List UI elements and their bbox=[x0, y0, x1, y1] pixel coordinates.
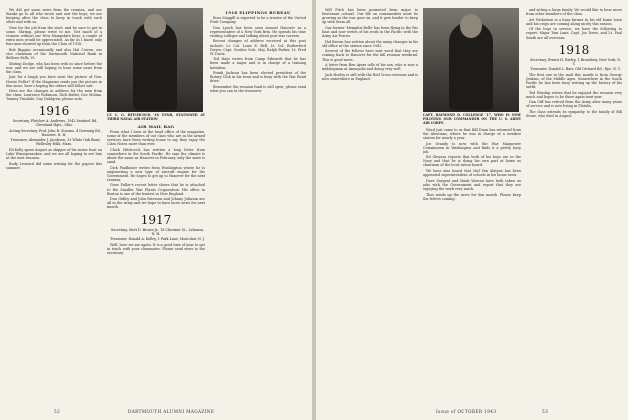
page-number: 52 bbox=[54, 409, 61, 414]
right-page bbox=[316, 0, 628, 420]
issue-date: Issue of OCTOBER 1943 bbox=[436, 409, 497, 414]
text-paragraph: The class extends its sympathy to the family of Bill Stone, who died in August. bbox=[526, 109, 622, 118]
text-paragraph: Don Lynch has been seen around Hanover as a representative of a New York firm. He spends his time visiting colleges and talking about post-war careers. bbox=[210, 25, 306, 38]
class-treasurer: Treasurer, Alexander J. Jacobson, 33 White Oak Road, Wellesley Hills, Mass. bbox=[10, 138, 101, 147]
page-number: 53 bbox=[542, 409, 549, 414]
text-paragraph: Chick Hitchcock has written a long letter from somewhere in the South Pacific. He says the climate is about the same as Hanover in February, only the snow is sand. bbox=[107, 147, 205, 164]
left-column-2 bbox=[107, 8, 205, 404]
text-paragraph: Rudy Leonard did some writing for the papers this summer. bbox=[6, 161, 102, 170]
left-column-1 bbox=[6, 8, 102, 404]
text-paragraph: Art Nickerson is a busy farmer in his old home town and his crops are coming along nicely this season. bbox=[526, 17, 622, 26]
text-paragraph: Word just came to us that Bill Dunn has returned from the Aleutians, where he was in charge of a weather station for nearly a year. bbox=[423, 127, 521, 140]
section-heading: AIR MAIL BAG bbox=[137, 123, 175, 129]
text-paragraph: Dan Giff has retired from the Army after many years of service and is now living in Florida. bbox=[526, 100, 622, 109]
text-paragraph: Ted Winship writes that he enjoyed the reunion very much and hopes to be there again next year. bbox=[526, 90, 622, 99]
right-column-1 bbox=[322, 8, 418, 404]
section-heading: 1918 ELIPPINGS BUREAU bbox=[225, 10, 291, 15]
right-column-3 bbox=[526, 8, 622, 404]
class-treasurer: Treasurer, Donald L. Barr, Old Orchard Rd., Rye, N. Y. bbox=[530, 67, 621, 72]
class-secretary: Secretary, Ernest H. Earley, 1 Broadway, New York, N. Y. bbox=[529, 57, 622, 66]
text-paragraph: Dave Sargent and Hank Warren have both taken on jobs with the Government and report that they are enjoying the work very much. bbox=[423, 178, 521, 191]
photo-caption: LT. C. G. HITCHCOCK '16 USNR, STATIONED AT THIRD NAVAL AIR STATION bbox=[107, 113, 205, 121]
portrait-photo bbox=[107, 8, 203, 112]
left-page bbox=[0, 0, 312, 420]
text-paragraph: and sitting a large family. We would like to hear more from other members of the class. bbox=[526, 8, 622, 17]
photo-head bbox=[144, 14, 166, 38]
text-paragraph: Don Gidley and John Paterson and Johnny Johnson are all in the Army and we hope to have more news for next month. bbox=[107, 197, 205, 210]
text-paragraph: Bob Biggins occasionally and also Hal Cowen, our vice chairman of the Dartmouth National Bank in Bellows Falls, Vt. bbox=[6, 47, 102, 61]
text-paragraph: Ed Gleason reports that both of his boys are in the Navy and that he is doing his own part at home as chairman of the local ration board. bbox=[423, 155, 521, 168]
text-paragraph: Well, here we are again. It is a good time of year to get in touch with your classmates. Please send news to the secretary. bbox=[107, 242, 205, 255]
text-paragraph: Ed Kelly spent August as skipper of his motor boat on Lake Winnipesaukee, and we are all hoping to see him at the next reunion. bbox=[6, 147, 102, 161]
text-paragraph: Just for a laugh you have seen the picture of Gen. Howie Fuller? If the Magazine sends you the picture in this issue, here's hoping the others will follow suit. bbox=[6, 75, 102, 88]
text-paragraph: Recent changes of address received at this post include: Lt. Col. Louis E. Bell, Lt. Col. Rutherford Dwyer, Capt. Gordon Cole, Maj. Ralph Parker, Lt. Fred W. Davis. bbox=[210, 39, 306, 56]
text-paragraph: The first one in the mail this month is from George Jenkins, of the Middle Ages. Somewhere in the South Pacific he has been busy writing up the history of his outfit. bbox=[526, 72, 622, 89]
text-paragraph: From what I hear at the head office of the magazine, some of the members of our class who are in the armed services have been writing home to say they enjoy the Class Notes more than ever. bbox=[107, 129, 205, 147]
text-paragraph: We have also heard that Mal Van Alstyne has been appointed superintendent of schools in his home town. bbox=[423, 169, 521, 178]
text-paragraph: Joe Grandy is now with the War Manpower Commission in Washington and finds it a pretty busy job. bbox=[423, 141, 521, 154]
text-paragraph: Jack Hurley is still with the Red Cross overseas and is now somewhere in England. bbox=[322, 72, 418, 81]
text-paragraph: Shrimp Dodge, who has been with us since before the war, and we are still hoping to hear some news from the class. bbox=[6, 61, 102, 74]
text-paragraph: Hal Brown has written about the many changes in his old office at the station since 1942. bbox=[322, 39, 418, 48]
text-paragraph: Will Fitch has been promoted from major to lieutenant colonel. Our file on commanders must be growing as the war goes on, and it gets harder to keep up with them all. bbox=[322, 8, 418, 25]
text-paragraph: Dick Paulhmier writes from Washington where he is engineering a new type of aircraft engine for the Government. He hopes to get up to Hanover for the next reunion. bbox=[107, 165, 205, 182]
text-paragraph: We did get some news from the reunion, and our thanks go to all who wrote and saw the boys; we are keeping after the class to keep in touch with each other and with us. bbox=[6, 8, 102, 25]
text-paragraph: Now for the job from the start, and be sure to get in some. Shrimp, please write to me. Not much of a reunion without our New Hampshire boys; a couple of extra men would be appreciated. As far as I know, only four men showed up from the Class of 1916. bbox=[6, 25, 102, 47]
text-paragraph: Several of the fellows have sent word that they are coming back to Hanover for the fall reunion weekend. This is good news. bbox=[322, 49, 418, 62]
photo-head bbox=[460, 14, 482, 38]
text-paragraph: Ross Maggill is reported to be a trustee of the United Fruit Company. bbox=[210, 16, 306, 25]
magazine-title: DARTMOUTH ALUMNI MAGAZINE bbox=[128, 409, 215, 414]
photo-caption: CAPT. RAYMOND D. COLLEDGE '17, WHO IS NOW PILOTING OUR COMMANDER ON THE U. S. ARMY AIR CORPS bbox=[423, 113, 521, 125]
portrait-photo bbox=[423, 8, 519, 112]
class-year-heading-1917: 1917 bbox=[140, 212, 172, 227]
class-year-heading-1916: 1916 bbox=[38, 104, 70, 119]
left-column-3 bbox=[210, 8, 306, 404]
class-acting-secretary: Acting Secretary, Prof. John B. Stearns, 4 Downing Rd., Hanover, N. H. bbox=[9, 128, 102, 137]
right-column-2 bbox=[423, 8, 521, 404]
text-paragraph: Frank Jackson has been elected president of the Rotary Club in his town and is busy with the War Bond drive. bbox=[210, 71, 306, 84]
class-year-heading-1918: 1918 bbox=[558, 42, 590, 57]
text-paragraph: Our former 'Memphis Belle' has been flying in the Far East and now writes of his work in the Pacific with the Army Air Forces. bbox=[322, 25, 418, 39]
text-paragraph: Of the boys in service, we have the following to report: Major Tom Lane, Capt. Joe Davis, and Lt. Paul Smith are all overseas. bbox=[526, 27, 622, 40]
text-paragraph: Here are the changes in address for the men from the class: Laurence Robinson, Dick Butler, Doc Molina, Tommy Tinsdale, Guy Dahlgren; please note. bbox=[6, 89, 102, 102]
class-treasurer: Treasurer, Donald A. Kelley, 1 Park Lane, Montclair, N. J. bbox=[110, 237, 205, 241]
text-paragraph: Ted Hays writes from Camp Edwards that he has been made a major and is in charge of a training battalion. bbox=[210, 57, 306, 70]
text-paragraph: Gene Fuller's recent letter shows that he is attached to the Smaller War Plants Corporation. His office in Boston is one of the busiest in New England. bbox=[107, 183, 205, 196]
class-secretary: Secretary, Mott D. Brown Jr., 18 Chestnut St., Lebanon, N. H. bbox=[110, 227, 204, 236]
text-paragraph: A letter from Ben Ayers tells of his son, who is now a midshipman at Annapolis and doing very well. bbox=[322, 63, 418, 72]
text-paragraph: That winds up the news for this month. Please keep the letters coming. bbox=[423, 192, 521, 201]
class-secretary: Secretary, Fletcher A. Andrews, 1942 Sentinel Rd., Cleveland Hgts., Ohio bbox=[12, 119, 99, 128]
text-paragraph: Remember the reunion fund is still open; please send what you can to the treasurer. bbox=[210, 84, 306, 93]
